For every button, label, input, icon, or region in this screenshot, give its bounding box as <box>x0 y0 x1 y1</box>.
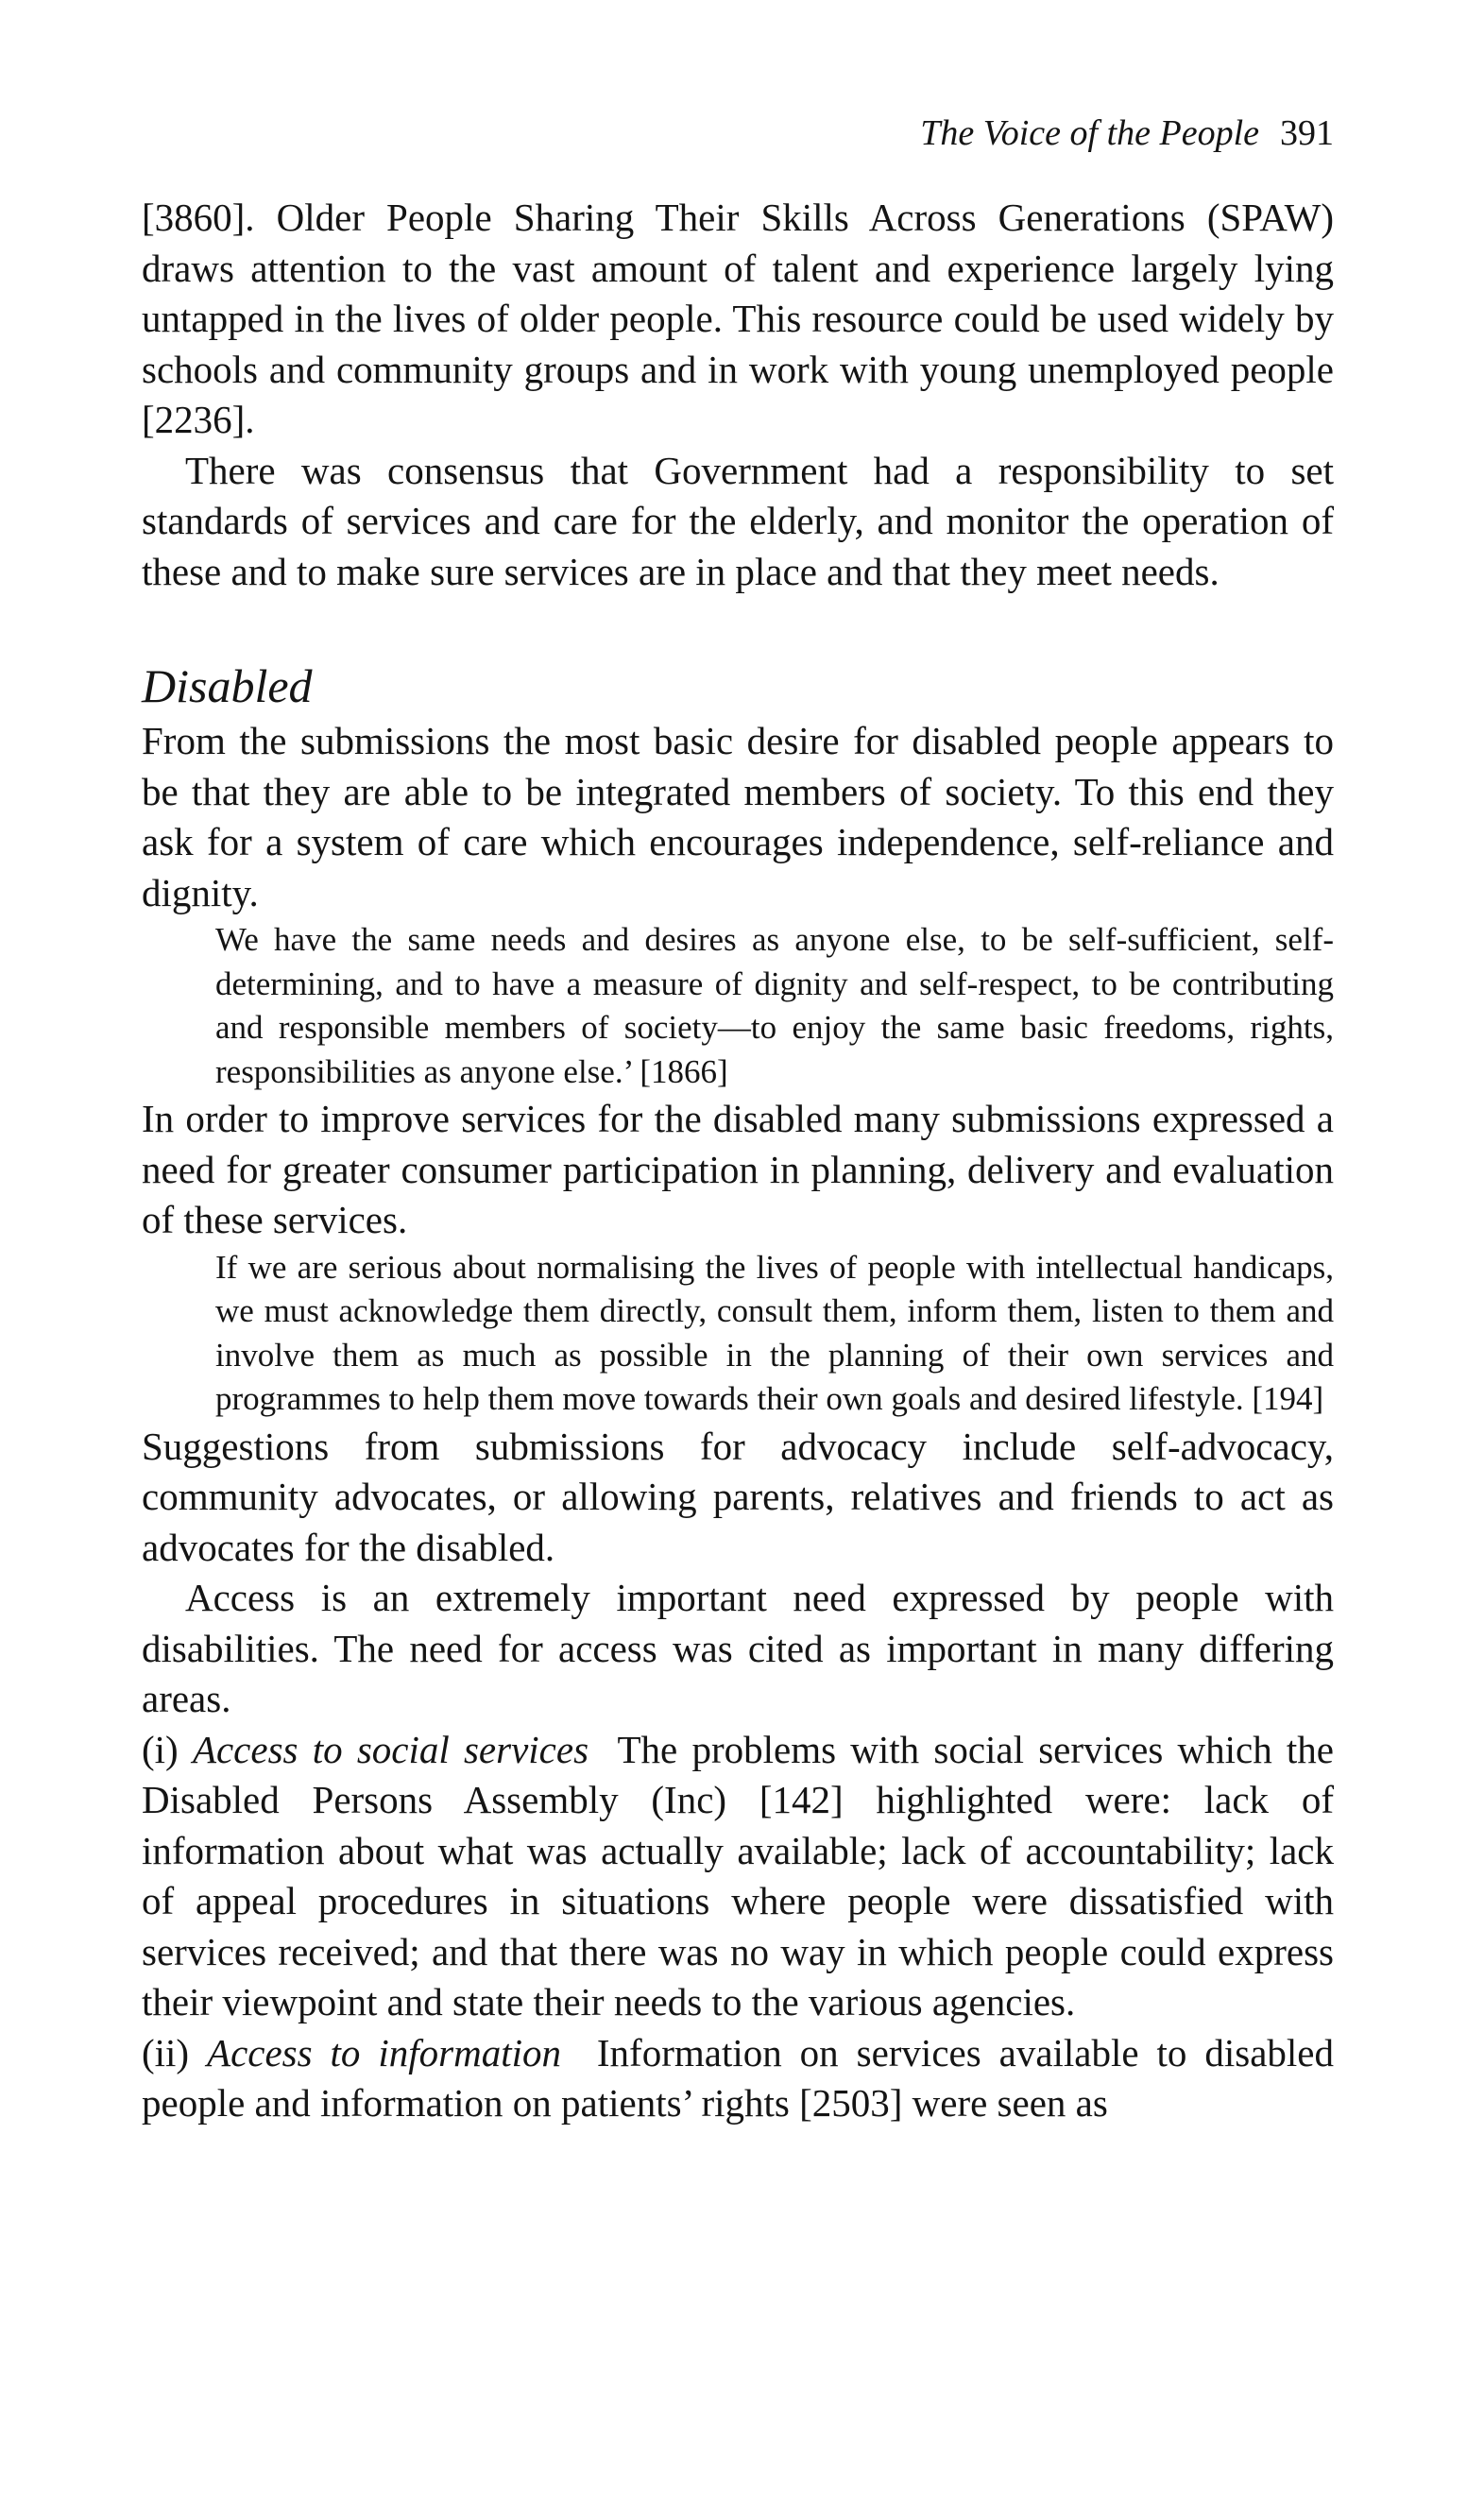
paragraph-integration: From the submissions the most basic desire for disabled people appears to be that they are able to be integrated members of society. To this end they ask for a system of care which encourages independence, self-reliance and dignity. <box>142 719 1334 914</box>
running-title: The Voice of the People <box>920 113 1259 153</box>
body-text <box>142 193 1334 2129</box>
paragraph-government-standards: There was consensus that Government had a responsibility to set standards of services and care for the elderly, and monitor the operation of these and to make sure services are in place and that they meet needs. <box>142 448 1334 593</box>
item-text: The problems with social services which the Disabled Persons Assembly (Inc) [142] highlighted were: lack of information about what was actually available; lack of accountability; lack of appeal procedures in situations where people were dissatisfied with services received; and that there was no way in which people could express their viewpoint and state their needs to the various agencies. <box>142 1727 1335 2023</box>
page-number: 391 <box>1280 113 1334 153</box>
paragraph-consumer-participation: In order to improve services for the disabled many submissions expressed a need for greater consumer participation in planning, delivery and evaluation of these services. <box>142 1097 1334 1241</box>
paragraph-access: Access is an extremely important need expressed by people with disabilities. The need for access was cited as important in many differing areas. <box>142 1576 1334 1720</box>
item-label: Access to information <box>207 2030 562 2075</box>
item-label: Access to social services <box>192 1727 589 1771</box>
paragraph-advocacy: Suggestions from submissions for advocacy include self-advocacy, community advocates, or allowing parents, relatives and friends to act as advocates for the disabled. <box>142 1424 1334 1569</box>
list-item-information <box>142 2028 1334 2129</box>
quotation-1866: We have the same needs and desires as anyone else, to be self-sufficient, self-determining, and to have a measure of dignity and self-respect, to be contributing and responsible members of society—to enjoy the same basic freedoms, rights, responsibilities as anyone else.’ [1866] <box>215 921 1334 1090</box>
list-item-social-services <box>142 1725 1334 2028</box>
item-number: (ii) <box>142 2030 190 2075</box>
paragraph-spaw: [3860]. Older People Sharing Their Skills Across Generations (SPAW) draws attention to the vast amount of talent and experience largely lying untapped in the lives of older people. This resource could be used widely by schools and community groups and in work with young unemployed people [2236]. <box>142 196 1334 441</box>
item-number: (i) <box>142 1727 179 1771</box>
running-header <box>920 111 1334 155</box>
quotation-194: If we are serious about normalising the lives of people with intellectual handicaps, we must acknowledge them directly, consult them, inform them, listen to them and involve them as much as possible in the planning of their own services and programmes to help them move towards their own goals and desired lifestyle. [194] <box>215 1248 1334 1417</box>
item-text: Information on services available to disabled people and information on patients’ rights [2503] were seen as <box>142 2030 1335 2125</box>
section-heading-disabled: Disabled <box>142 659 313 712</box>
book-page <box>142 0 1334 2510</box>
